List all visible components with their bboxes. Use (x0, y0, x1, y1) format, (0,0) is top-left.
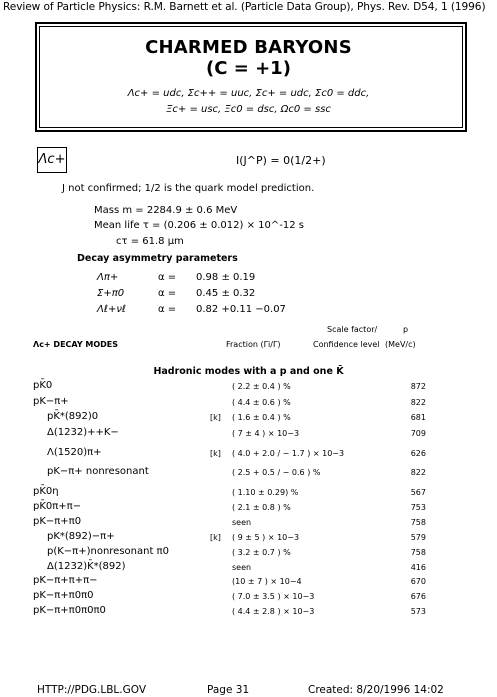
mode-fraction: ( 2.1 ± 0.8 ) % (232, 503, 291, 512)
mode-momentum: 567 (410, 488, 426, 497)
decay-asym-title: Decay asymmetry parameters (77, 253, 238, 264)
footer-created: Created: 8/20/1996 14:02 (308, 684, 444, 696)
decay-modes-header: Λc+ DECAY MODES (33, 340, 119, 349)
ctau-line: cτ = 61.8 μm (116, 236, 184, 247)
mode-name: pK−π+π+π− (33, 575, 98, 586)
mode-momentum: 676 (410, 592, 426, 601)
mode-fraction: ( 9 ± 5 ) × 10−3 (232, 533, 300, 542)
mean-life-line: Mean life τ = (0.206 ± 0.012) × 10^-12 s (94, 220, 304, 231)
mode-fraction: ( 2.5 + 0.5 / − 0.6 ) % (232, 468, 321, 477)
mode-fraction: ( 1.10 ± 0.29) % (232, 488, 299, 497)
mode-fraction: ( 4.0 + 2.0 / − 1.7 ) × 10−3 (232, 449, 345, 458)
mode-fraction: ( 4.4 ± 2.8 ) × 10−3 (232, 607, 315, 616)
mode-name: pK−π+ (33, 396, 69, 407)
mode-momentum: 758 (410, 518, 426, 527)
mode-momentum: 709 (410, 429, 426, 438)
momentum-unit-header: (MeV/c) (385, 340, 416, 349)
mode-name: Δ(1232)K̄*(892) (47, 561, 126, 572)
particle-symbol-box: Λc+ (37, 147, 67, 173)
mode-name: Λ(1520)π+ (47, 447, 102, 458)
mode-fraction: ( 3.2 ± 0.7 ) % (232, 548, 291, 557)
mode-name: pK−π+π0 (33, 516, 82, 527)
mode-fraction: ( 7.0 ± 3.5 ) × 10−3 (232, 592, 315, 601)
mass-line: Mass m = 2284.9 ± 0.6 MeV (94, 205, 238, 216)
mode-fraction: seen (232, 518, 252, 527)
asym-value: 0.45 ± 0.32 (196, 288, 256, 299)
spin-note: J not confirmed; 1/2 is the quark model prediction. (62, 183, 315, 194)
mode-note: [k] (210, 533, 221, 542)
quantum-numbers: I(J^P) = 0(1/2+) (236, 154, 326, 167)
p-header: p (403, 325, 409, 334)
asym-value: 0.82 +0.11 −0.07 (196, 304, 286, 315)
mode-name: pK̄0 (33, 380, 53, 391)
asym-mode: Λπ+ (97, 272, 119, 283)
mode-momentum: 626 (410, 449, 426, 458)
mode-fraction: ( 2.2 ± 0.4 ) % (232, 382, 291, 391)
page-subtitle: (C = +1) (206, 58, 291, 79)
mode-note: [k] (210, 449, 221, 458)
fraction-header: Fraction (Γi/Γ) (226, 340, 281, 349)
mode-name: pK*(892)−π+ (47, 531, 115, 542)
asym-mode: Σ+π0 (97, 288, 125, 299)
mode-momentum: 579 (410, 533, 426, 542)
mode-name: pK̄0π+π− (33, 501, 82, 512)
mode-fraction: seen (232, 563, 252, 572)
mode-fraction: ( 7 ± 4 ) × 10−3 (232, 429, 300, 438)
asym-mode: Λℓ+νℓ (97, 304, 127, 315)
mode-fraction: (10 ± 7 ) × 10−4 (232, 577, 302, 586)
mode-fraction: ( 4.4 ± 0.6 ) % (232, 398, 291, 407)
mode-name: Δ(1232)++K− (47, 427, 119, 438)
mode-name: pK̄*(892)0 (47, 411, 99, 422)
quark-content-line-2: Ξc+ = usc, Ξc0 = dsc, Ωc0 = ssc (166, 104, 331, 115)
asym-alpha: α = (158, 288, 177, 299)
mode-momentum: 681 (410, 413, 426, 422)
mode-momentum: 573 (410, 607, 426, 616)
mode-name: pK̄0η (33, 486, 59, 497)
confidence-header: Confidence level (313, 340, 380, 349)
footer-url[interactable]: HTTP://PDG.LBL.GOV (37, 684, 147, 696)
mode-momentum: 822 (410, 398, 426, 407)
mode-momentum: 416 (410, 563, 426, 572)
mode-note: [k] (210, 413, 221, 422)
mode-momentum: 670 (410, 577, 426, 586)
scale-factor-header: Scale factor/ (327, 325, 378, 334)
mode-name: pK−π+π0π0 (33, 590, 94, 601)
asym-alpha: α = (158, 304, 177, 315)
mode-name: pK−π+ nonresonant (47, 466, 149, 477)
section-title: Hadronic modes with a p and one K̄ (153, 366, 344, 377)
mode-name: p(K−π+)nonresonant π0 (47, 546, 169, 557)
quark-content-line-1: Λc+ = udc, Σc++ = uuc, Σc+ = udc, Σc0 = ddc, (127, 88, 370, 99)
mode-momentum: 758 (410, 548, 426, 557)
asym-alpha: α = (158, 272, 177, 283)
mode-fraction: ( 1.6 ± 0.4 ) % (232, 413, 291, 422)
mode-momentum: 753 (410, 503, 426, 512)
mode-name: pK−π+π0π0π0 (33, 605, 106, 616)
mode-momentum: 872 (410, 382, 426, 391)
page-title: CHARMED BARYONS (145, 37, 352, 58)
asym-value: 0.98 ± 0.19 (196, 272, 256, 283)
footer-page: Page 31 (207, 684, 250, 696)
journal-header: Review of Particle Physics: R.M. Barnett et al. (Particle Data Group), Phys. Rev. D54, 1 (1996) (3, 1, 486, 13)
mode-momentum: 822 (410, 468, 426, 477)
